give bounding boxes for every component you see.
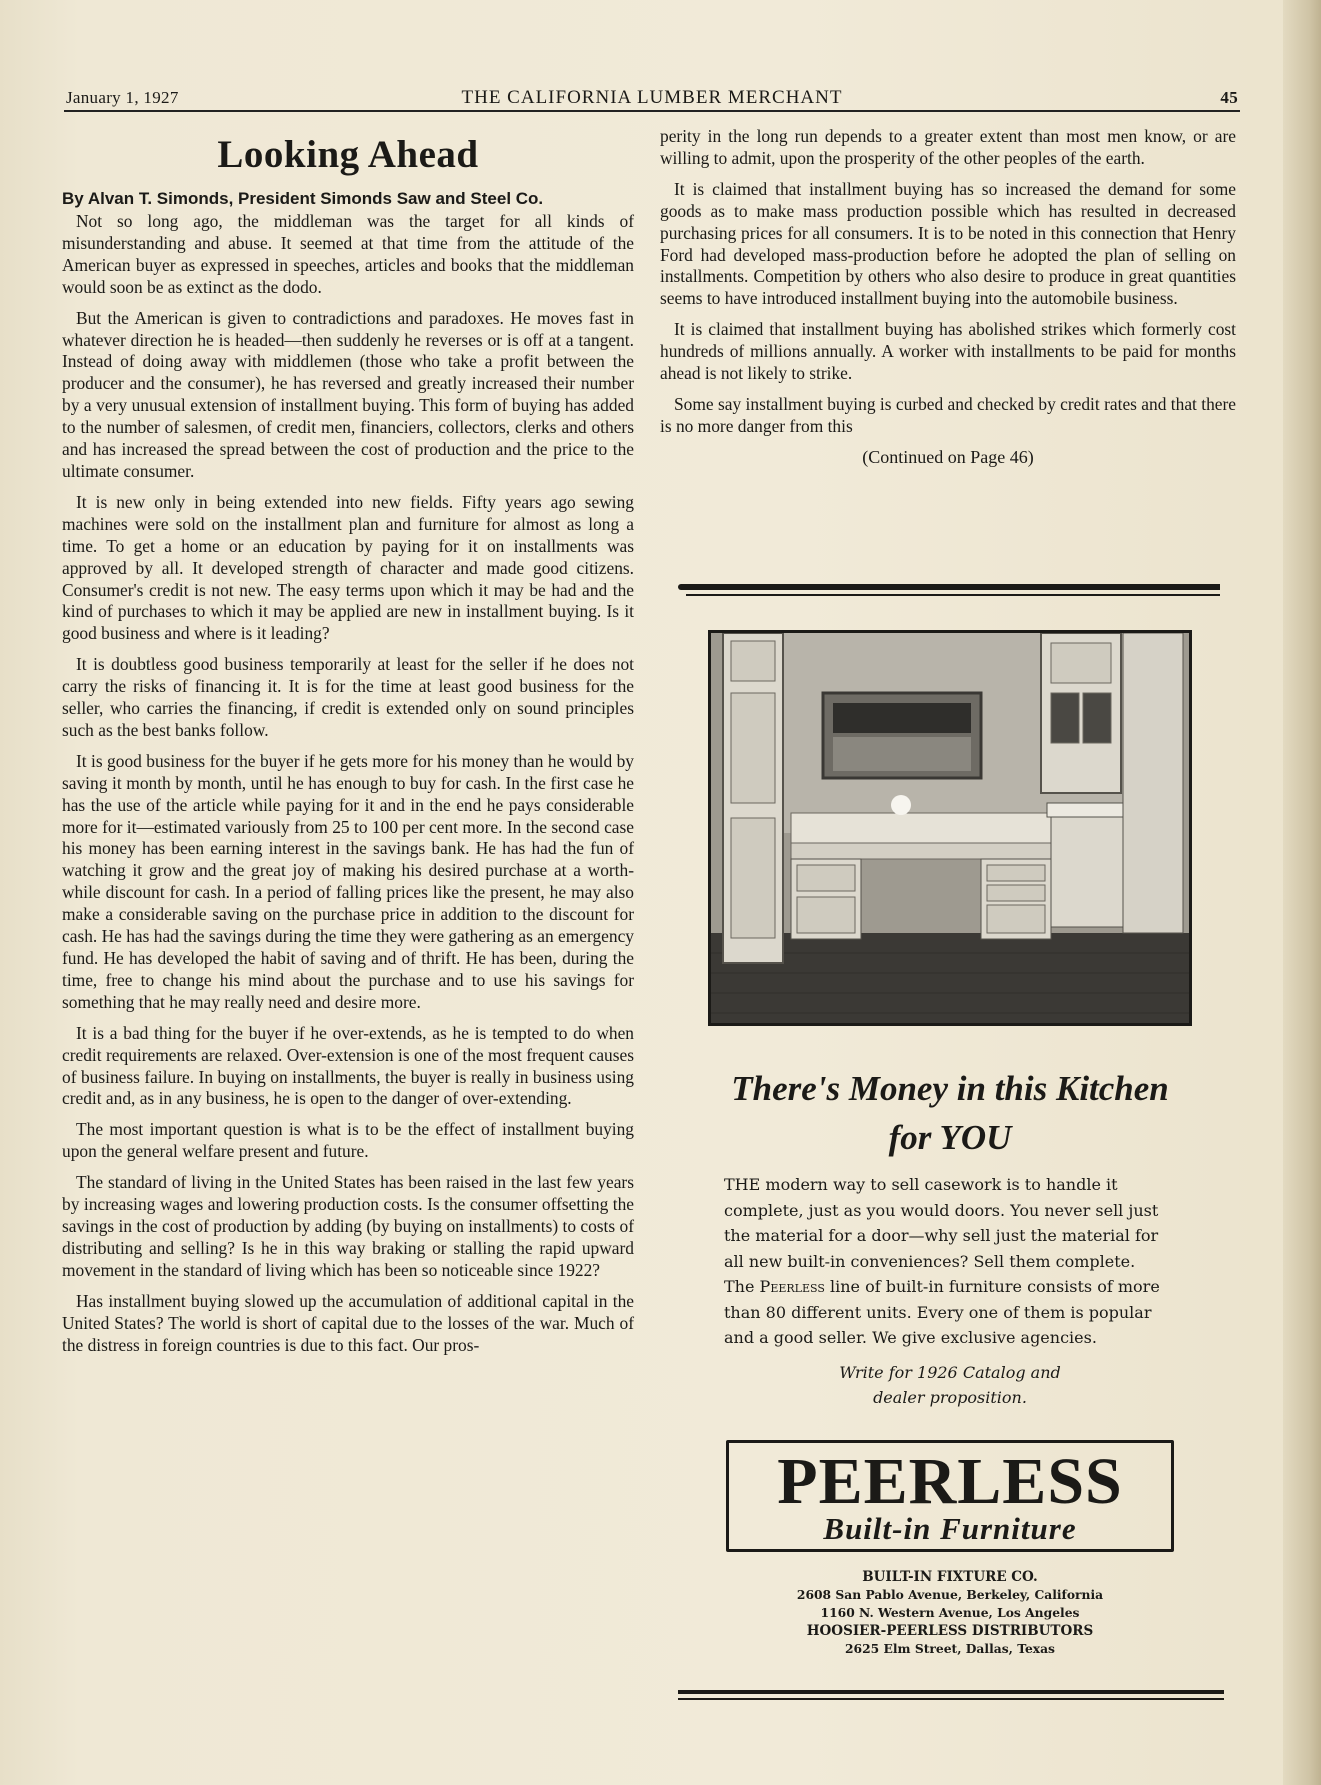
article-paragraph: The standard of living in the United States has been raised in the last few years by increasing wages and lowering production costs. Is the consumer offsetting the savings in the cost of production by adding (by buying on installments) to costs of distributing and selling? Is he in this way braking or stalling the rapid upward movement in the standard of living which has been so noticeable since 1922? [62,1172,634,1280]
ad-top-rule [678,584,1220,590]
distributor-name: HOOSIER-PEERLESS DISTRIBUTORS [806,1623,1094,1639]
ad-address-block [724,1568,1176,1658]
article-paragraph: Not so long ago, the middleman was the target for all kinds of misunderstanding and abuse. It seemed at that time from the attitude of the American buyer as expressed in speeches, articles and books that the middleman would soon be as extinct as the dodo. [62,211,634,297]
article-paragraph: It is claimed that installment buying has so increased the demand for some goods as to make mass production possible which has resulted in decreased purchasing prices for all consumers. It is to be noted in this connection that Henry Ford had developed mass-production before he adopted the plan of selling on installments. Competition by others who also desire to produce in great quantities seems to have introduced installment buying into the automobile business. [660,178,1236,309]
article-paragraph: perity in the long run depends to a greater extent than most men know, or are willing to admit, upon the prosperity of the other peoples of the earth. [660,126,1236,168]
issue-date: January 1, 1927 [66,88,179,107]
kitchen-illustration [711,633,1189,1023]
ad-cta-line2: dealer proposition. [873,1388,1027,1407]
logo-subtitle: Built-in Furniture [823,1511,1077,1546]
ad-headline-line1: There's Money in this Kitchen [731,1069,1169,1108]
kitchen-photo [708,630,1192,1026]
continued-notice: (Continued on Page 46) [862,446,1034,467]
ad-bottom-rule-thin [678,1698,1224,1700]
ad-copy [724,1172,1176,1351]
ad-copy-paragraph-1: THE modern way to sell casework is to handle it complete, just as you would doors. You never sell just the material for a door—why sell just the material for all new built-in conveniences? Sell them complete. [724,1175,1159,1271]
article-title: Looking Ahead [217,133,479,176]
ad-copy-prefix: The [724,1277,755,1296]
article-paragraph: Has installment buying slowed up the accumulation of additional capital in the United States? The world is short of capital due to the losses of the war. Much of the distress in foreign countries is due to this fact. Our pros- [62,1290,634,1355]
page-edge [1283,0,1321,1785]
ad-cta-line1: Write for 1926 Catalog and [839,1363,1061,1382]
article-paragraph: It is new only in being extended into new fields. Fifty years ago sewing machines were sold on the installment plan and furniture for almost as long a time. To get a home or an education by paying for it on installments was approved by all. It developed strength of character and made good citizens. Consumer's credit is not new. The easy terms upon which it may be had and the kind of purchases to which it may be applied are new in installment buying. Is it good business and where is it leading? [62,491,634,644]
ad-bottom-rule [678,1690,1224,1694]
ad-top-rule-thin [686,594,1220,596]
article-column-left [62,126,634,1365]
article-paragraph: The most important question is what is to be the effect of installment buying upon the general welfare present and future. [62,1119,634,1162]
article-byline: By Alvan T. Simonds, President Simonds Saw and Steel Co. [62,189,544,208]
address-line: 1160 N. Western Avenue, Los Angeles [820,1605,1080,1620]
article-paragraph: It is a bad thing for the buyer if he over-extends, as he is tempted to do when credit requirements are relaxed. Over-extension is one of the most frequent causes of business failure. In buying on installments, the buyer is really in business using credit and, as in any business, he is open to the danger of over-extending. [62,1022,634,1109]
article-column-right [660,126,1236,468]
address-line: 2625 Elm Street, Dallas, Texas [845,1641,1055,1656]
peerless-logo [726,1440,1174,1552]
publication-title: THE CALIFORNIA LUMBER MERCHANT [461,87,843,108]
article-paragraph: It is claimed that installment buying has abolished strikes which formerly cost hundreds of millions annually. A worker with installments to be paid for months ahead is not likely to strike. [660,319,1236,384]
ad-headline [680,1064,1220,1162]
page-number: 45 [1220,88,1238,107]
ad-copy-brand: Peerless [759,1277,825,1296]
header-rule [64,110,1240,112]
article-paragraph: It is doubtless good business temporarily at least for the seller if he does not carry the risks of financing it. It is for the time at least good business for the seller, who carries the financing, if credit is extended only on sound principles such as the best banks follow. [62,654,634,740]
article-paragraph: But the American is given to contradictions and paradoxes. He moves fast in whatever direction he is headed—then suddenly he reverses or is off at a tangent. Instead of doing away with middlemen (those who take a profit between the producer and the consumer), he has reversed and greatly increased their number by a very unusual extension of installment buying. This form of buying has added to the number of salesmen, of credit men, financiers, collectors, clerks and others and has increased the spread between the cost of production and the price to the ultimate consumer. [62,307,634,481]
article-paragraph: Some say installment buying is curbed and checked by credit rates and that there is no more danger from this [660,393,1236,436]
logo-name: PEERLESS [777,1445,1123,1518]
company-name: BUILT-IN FIXTURE CO. [862,1569,1038,1585]
article-paragraph: It is good business for the buyer if he gets more for his money than he would by saving it month by month, until he has enough to buy for cash. In the first case he has the use of the article while paying for it and in the end he pays considerable more for it—estimated variously from 25 to 100 per cent more. In the second case his money has been earning interest in the savings bank. He has had the fun of watching it grow and the great joy of making his desired purchase at a worth-while discount for cash. In a period of falling prices like the present, he may also make a considerable saving on the purchase price in addition to the discount for cash. He has had the savings during the time they were gathering as an emergency fund. He has developed the habit of saving and of thrift. He has been, during the time, free to change his mind about the purchase and to use his savings for something that he may really need and desire more. [62,750,634,1012]
address-line: 2608 San Pablo Avenue, Berkeley, California [796,1587,1104,1602]
ad-call-to-action [724,1360,1176,1410]
ad-copy-rest: line of built-in furniture consists of more than 80 different units. Every one of them is popular and a good seller. We give exclusive agencies. [724,1277,1160,1347]
ad-copy-paragraph-2 [724,1274,1176,1351]
running-header [66,88,1238,112]
ad-headline-line2: for YOU [888,1118,1012,1157]
